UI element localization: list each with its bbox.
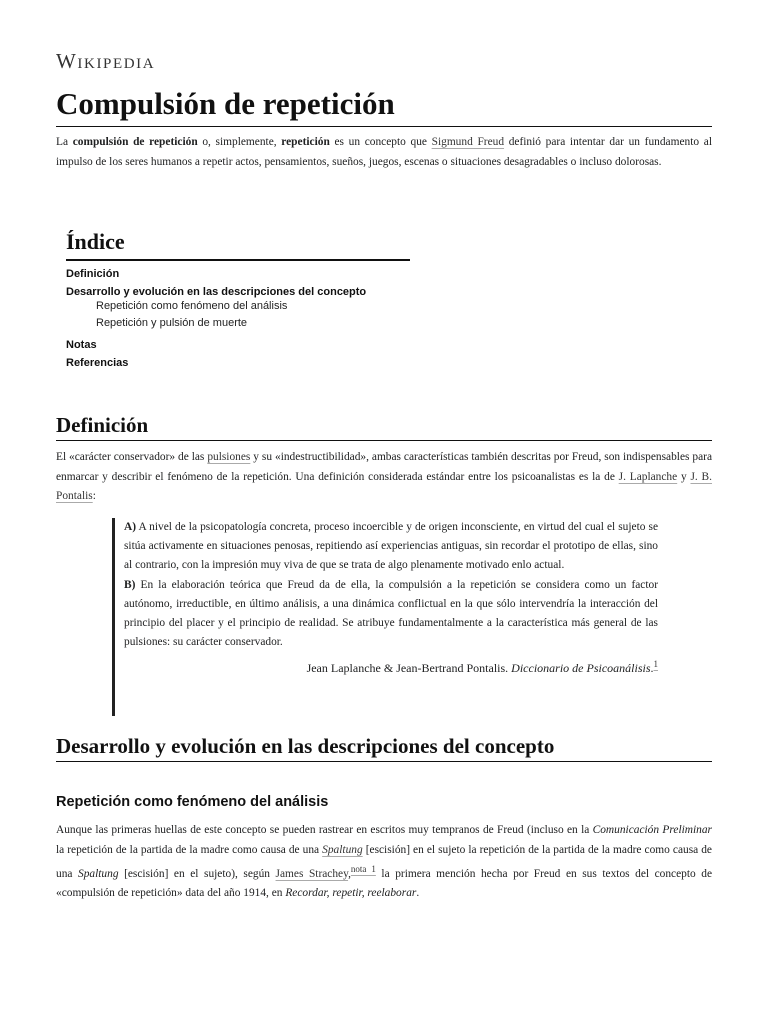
italic-term: Comunicación Preliminar: [592, 824, 712, 836]
desarrollo-text: .: [416, 887, 420, 900]
intro-text: definió para intentar dar un fundamento al impulso de los seres humanos a repetir actos, pensamientos, sueños, juegos, escenas o situaciones desagradables o incluso dolorosas.: [56, 136, 712, 168]
link-sigmund-freud[interactable]: Sigmund Freud: [431, 136, 505, 148]
citation-end: .: [650, 661, 654, 676]
toc-item-desarrollo[interactable]: Desarrollo y evolución en las descripciones del concepto: [66, 286, 367, 298]
toc-item-referencias[interactable]: Referencias: [66, 357, 129, 369]
toc-subitem-repeticion-analisis[interactable]: Repetición como fenómeno del análisis: [96, 300, 288, 312]
reference-1-link[interactable]: 1: [653, 659, 658, 670]
link-james-strachey[interactable]: James Strachey: [275, 867, 349, 880]
italic-term: Spaltung: [78, 867, 119, 880]
definition-text: y su «indestructibilidad», ambas características también descritas por Freud, son indispensables para enmarcar y describir el fenómeno de la repetición. Una definición considerada estándar entre los psicoanalistas es la de: [56, 451, 712, 483]
intro-paragraph: [56, 133, 712, 172]
definition-text: :: [92, 490, 96, 502]
link-spaltung[interactable]: Spaltung: [322, 843, 363, 856]
link-pulsiones[interactable]: pulsiones: [207, 451, 251, 463]
intro-bold-term: compulsión de repetición: [72, 136, 198, 148]
desarrollo-paragraph: [56, 821, 712, 904]
toc-item-notas[interactable]: Notas: [66, 339, 97, 351]
note-1-link[interactable]: nota 1: [350, 864, 376, 874]
definition-text: y: [677, 470, 691, 483]
toc-subitem-pulsion-muerte[interactable]: Repetición y pulsión de muerte: [96, 317, 248, 329]
section-heading-definicion: Definición: [56, 413, 712, 441]
link-laplanche[interactable]: J. Laplanche: [618, 470, 678, 483]
link-pontalis[interactable]: J. B. Pontalis: [56, 470, 713, 502]
page-title: Compulsión de repetición: [56, 86, 712, 127]
citation-authors: Jean Laplanche & Jean-Bertrand Pontalis.: [306, 661, 512, 676]
blockquote: [112, 518, 658, 716]
citation-work: Diccionario de Psicoanálisis: [511, 661, 651, 676]
intro-text: es un concepto que: [329, 136, 432, 148]
quote-label-a: A): [124, 521, 137, 533]
quote-label-b: B): [124, 578, 136, 591]
section-heading-desarrollo: Desarrollo y evolución en las descripciones del concepto: [56, 734, 712, 762]
quote-paragraph-b: [124, 576, 658, 653]
italic-term: Recordar, repetir, reelaborar: [285, 887, 417, 900]
definition-paragraph: [56, 448, 712, 507]
quote-text-b: En la elaboración teórica que Freud da de ella, la compulsión a la repetición se considera como un factor autónomo, irreductible, en último análisis, a una dinámica conflictual en la que sólo intervendría la interacción del principio del placer y el principio de realidad. Se atribuye fundamentalmente a la característica más general de las pulsiones: su carácter conservador.: [124, 578, 658, 649]
subsection-heading-repeticion: Repetición como fenómeno del análisis: [56, 794, 329, 810]
quote-citation: [124, 659, 658, 676]
toc-title: Índice: [66, 229, 410, 261]
desarrollo-text: ,: [348, 867, 351, 880]
desarrollo-text: [escisión] en el sujeto), según: [118, 867, 276, 880]
desarrollo-text: la primera mención hecha por Freud en sus textos del concepto de «compulsión de repetición» data del año 1914, en: [56, 867, 713, 900]
toc-item-definicion[interactable]: Definición: [66, 268, 120, 280]
table-of-contents: [66, 229, 410, 369]
definition-text: El «carácter conservador» de las: [56, 451, 208, 463]
wikipedia-logo[interactable]: Wikipedia: [56, 49, 156, 73]
quote-paragraph-a: [124, 518, 658, 576]
intro-bold-term: repetición: [281, 136, 330, 148]
desarrollo-text: [escisión] en el sujeto la repetición de la partida de la madre como causa de una: [56, 843, 712, 880]
desarrollo-text: Aunque las primeras huellas de este concepto se pueden rastrear en escritos muy tempranos de Freud (incluso en la: [56, 824, 593, 836]
quote-text-a: A nivel de la psicopatología concreta, proceso incoercible y de origen inconsciente, en virtud del cual el sujeto se sitúa activamente en situaciones penosas, repitiendo así experiencias antiguas, sin recordar el prototipo de ellas, sino al contrario, con la impresión muy viva de que se trata de algo plenamente motivado enlo actual.: [124, 521, 658, 572]
desarrollo-text: la repetición de la partida de la madre como causa de una: [56, 843, 323, 856]
intro-text: o, simplemente,: [197, 136, 282, 148]
intro-text: La: [56, 136, 73, 148]
